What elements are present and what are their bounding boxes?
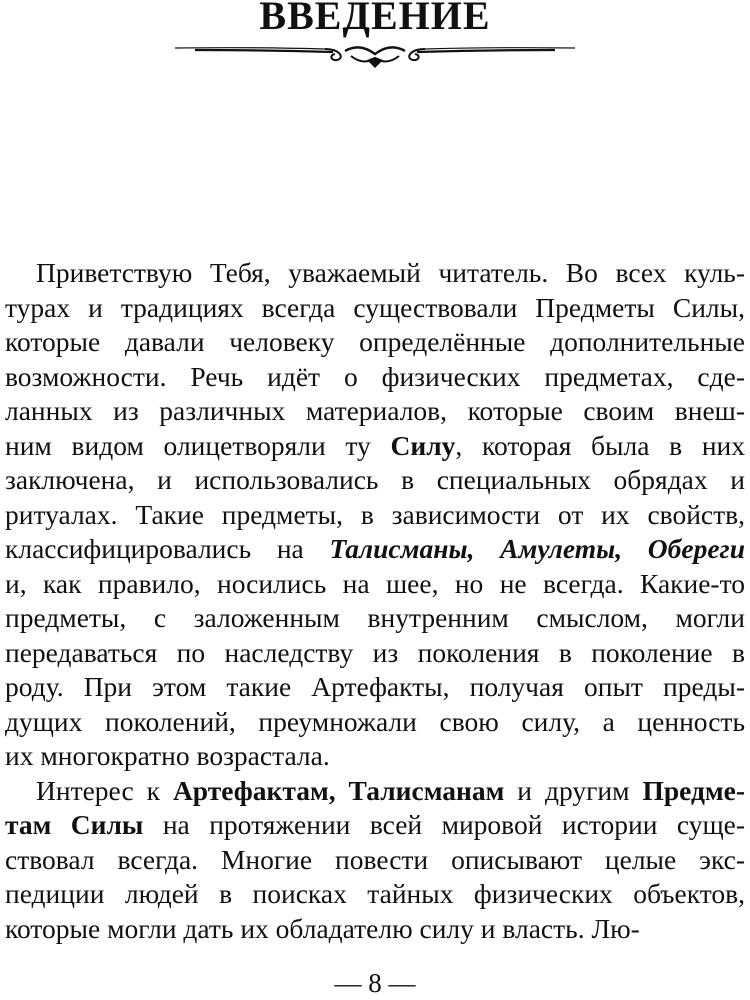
text-segment: передаваться по наследству из поколения в поколение в	[5, 636, 745, 668]
text-segment: ланных из различных материалов, которые своим внеш-	[5, 395, 745, 426]
text-segment: турах и традициях всегда существовали Предметы Силы,	[5, 291, 745, 323]
text-segment: заключена, и использовались в специальных обрядах и	[5, 464, 745, 495]
text-segment: ритуалах. Такие предметы, в зависимости от их свойств,	[5, 498, 745, 530]
paragraph-container	[0, 256, 750, 946]
text-line	[0, 429, 750, 464]
text-line	[0, 739, 750, 774]
page-number: — 8 —	[334, 968, 416, 998]
text-segment: ствовал всегда. Многие повести описывают целые экс-	[5, 843, 745, 875]
emphasized-text: Силу	[390, 429, 456, 461]
text-segment: классифицировались на	[5, 533, 330, 564]
text-line	[0, 498, 750, 533]
text-segment: , которая была в них	[455, 429, 745, 461]
text-line	[0, 394, 750, 429]
text-line	[0, 636, 750, 671]
text-line	[0, 808, 750, 843]
emphasized-text: Талисманы, Амулеты, Обереги	[329, 533, 745, 564]
text-line	[0, 360, 750, 395]
text-line	[0, 601, 750, 636]
text-segment: их многократно возрастала.	[5, 740, 330, 771]
text-line	[0, 705, 750, 740]
chapter-title: ВВЕДЕНИЕ	[259, 0, 491, 38]
text-segment: возможности. Речь идёт о физических предметах, сде-	[5, 360, 745, 392]
text-segment: педиции людей в поисках тайных физических объектов,	[5, 878, 745, 909]
text-segment: и другим	[504, 774, 643, 806]
text-segment: которые могли дать их обладателю силу и власть. Лю-	[5, 912, 640, 944]
text-segment: предметы, с заложенным внутренним смыслом, могли	[5, 602, 745, 633]
text-segment: которые давали человеку определённые дополнительные	[5, 326, 745, 357]
emphasized-text: там Силы	[5, 809, 144, 840]
text-line	[0, 532, 750, 567]
text-line	[0, 325, 750, 360]
text-line	[0, 774, 750, 809]
title-ornament-divider	[175, 38, 575, 70]
text-line	[0, 877, 750, 912]
text-line	[0, 912, 750, 947]
text-line	[0, 463, 750, 498]
text-segment: дущих поколений, преумножали свою силу, а ценность	[5, 705, 745, 737]
text-segment: и, как правило, носились на шее, но не всегда. Какие-то	[5, 567, 745, 599]
text-segment: ним видом олицетворяли ту	[5, 429, 391, 461]
text-line	[0, 843, 750, 878]
text-line	[0, 670, 750, 705]
text-line	[0, 567, 750, 602]
body-text	[0, 256, 750, 946]
text-segment: на протяжении всей мировой истории суще-	[143, 809, 745, 840]
text-line	[0, 291, 750, 326]
emphasized-text: Артефактам, Талисманам	[172, 774, 505, 806]
text-line	[0, 256, 750, 291]
text-segment: Интерес к	[36, 774, 173, 806]
text-segment: роду. При этом такие Артефакты, получая опыт преды-	[5, 671, 745, 702]
text-segment: Приветствую Тебя, уважаемый читатель. Во всех куль-	[36, 257, 745, 288]
emphasized-text: Предме-	[642, 774, 745, 806]
